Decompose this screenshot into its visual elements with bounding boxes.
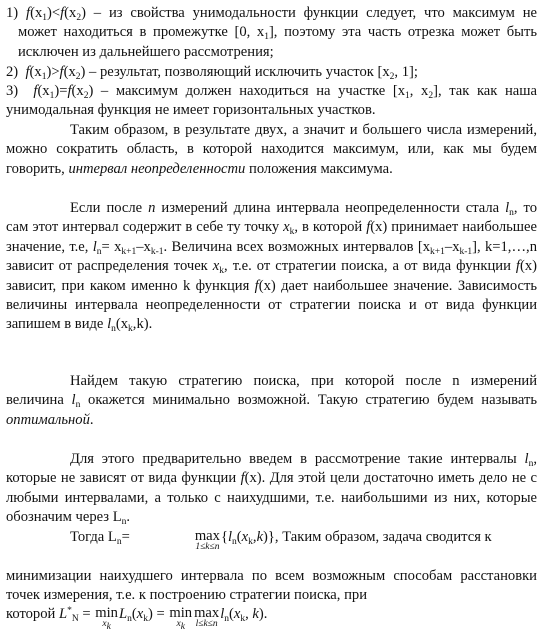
list-item-1: 1) $f(x_1)<f(x_2)$ – из свойства унимодальности функции следует, что максимум не может находиться в промежутке [0, $x_1$], поэтому эта часть отрезка может быть исключен из дальнейшего рассмотрения; [6,5,537,60]
item-3-text: – максимум должен находиться на участке [$x_1$, $x_2$], так как наша унимодальная функция не имеет горизонтальных участков. [6,83,537,119]
paragraph-1-emphasis: интервал неопределенности [68,160,246,177]
paragraph-5-line-1: Тогда $L_n=$ max 1≤k≤n $\{l_n(x_k,k)\}$, Таким образом, задача сводится к [70,528,492,552]
paragraph-3-emphasis: оптимальной [6,411,90,428]
paragraph-3-text-a: Найдем такую стратегию поиска, при которой после n измерений величина $l_n$ окажется минимально возможной. Такую стратегию будем называть [6,373,537,411]
item-3-number: 3) [6,83,26,99]
item-2-condition: f [25,64,30,80]
item-2-number: 2) [6,64,22,80]
paragraph-worst-intervals [6,450,537,528]
paragraph-4-text: Для этого предварительно введем в рассмотрение такие интервалы $l_n$, которые не зависят от вида функции f(x). Для этой цели достаточно иметь дело не с любыми интервалами, а только с наихудшими, т.е. наибольшими из них, которые обозначим через $L_n$. [6,451,537,528]
paragraph-3-text-b: . [89,411,94,428]
paragraph-optimal-strategy [6,372,537,430]
item-1-condition: f [26,5,31,21]
paragraph-measurements [6,199,537,335]
item-2-text: – результат, позволяющий исключить участок [$x_2$, 1]; [85,64,418,82]
list-item-2: 2) $f(x_1)>f(x_2)$ – результат, позволяющий исключить участок [$x_2$, 1]; [6,64,418,82]
item-1-number: 1) [6,5,27,21]
min-operator-1: min $x_k$ [95,605,118,632]
max-operator-2: max l≤k≤n [194,605,220,629]
item-3-condition: f [33,83,38,99]
max-operator: max 1≤k≤n [194,528,220,552]
paragraph-uncertainty-interval [6,121,537,179]
paragraph-5-line-3: которой $L^*_N$ = min $x_k$ $L_n(x_k)$ = min $x_k$ max l≤k≤n $l_n(x_k$, k). [6,605,268,632]
list-item-3: 3) $f(x_1)=f(x_2)$ – максимум должен находиться на участке [$x_1$, $x_2$], так как наша унимодальная функция не имеет горизонтальных участков. [6,83,537,119]
min-operator-2: min $x_k$ [169,605,193,632]
formula-lhs: L [59,606,68,622]
paragraph-5-rest: , Таким образом, задача сводится к [274,529,492,545]
max-expression: $\{l_n(x_k,k)\}$ [220,529,275,547]
formula-lead: которой [6,606,59,622]
paragraph-2-text: Если после n измерений длина интервала неопределенности стала $l_n$, то сам этот интервал содержит в себе ту точку $x_k$, в которой f(x) принимает наибольшее значение, т.е, $l_n= x_{k+1}-x_{k-1}$. Величина всех возможных интервалов $[x_{k+1}-x_{k-1}]$, k=1,…,n зависит от распределения точек $x_k$, т.е. от стратегии поиска, а от вида функции f(x) зависит, при каком именно k функция f(x) дает наибольшее значение. Зависимость величины интервала неопределенности от стратегии поиска и от вида функции запишем в виде $l_n(x_k,k)$. [6,200,537,335]
paragraph-1-text-a: Таким образом, в результате двух, а значит и большего числа измерений, можно сократить область, в которой находится максимум, или, как мы будем говорить, [6,122,537,177]
formula-end: . [263,606,268,622]
paragraph-5-line-2: минимизации наихудшего интервала по всем возможным способам расстановки точек измерения, т.е. к построению стратегии поиска, при [6,568,537,604]
item-1-text: – из свойства унимодальности функции следует, что максимум не может находиться в промежутке [0, $x_1$], поэтому эта часть отрезка может быть исключен из дальнейшего рассмотрения; [18,5,537,60]
paragraph-1-text-b: положения максимума. [245,160,393,177]
